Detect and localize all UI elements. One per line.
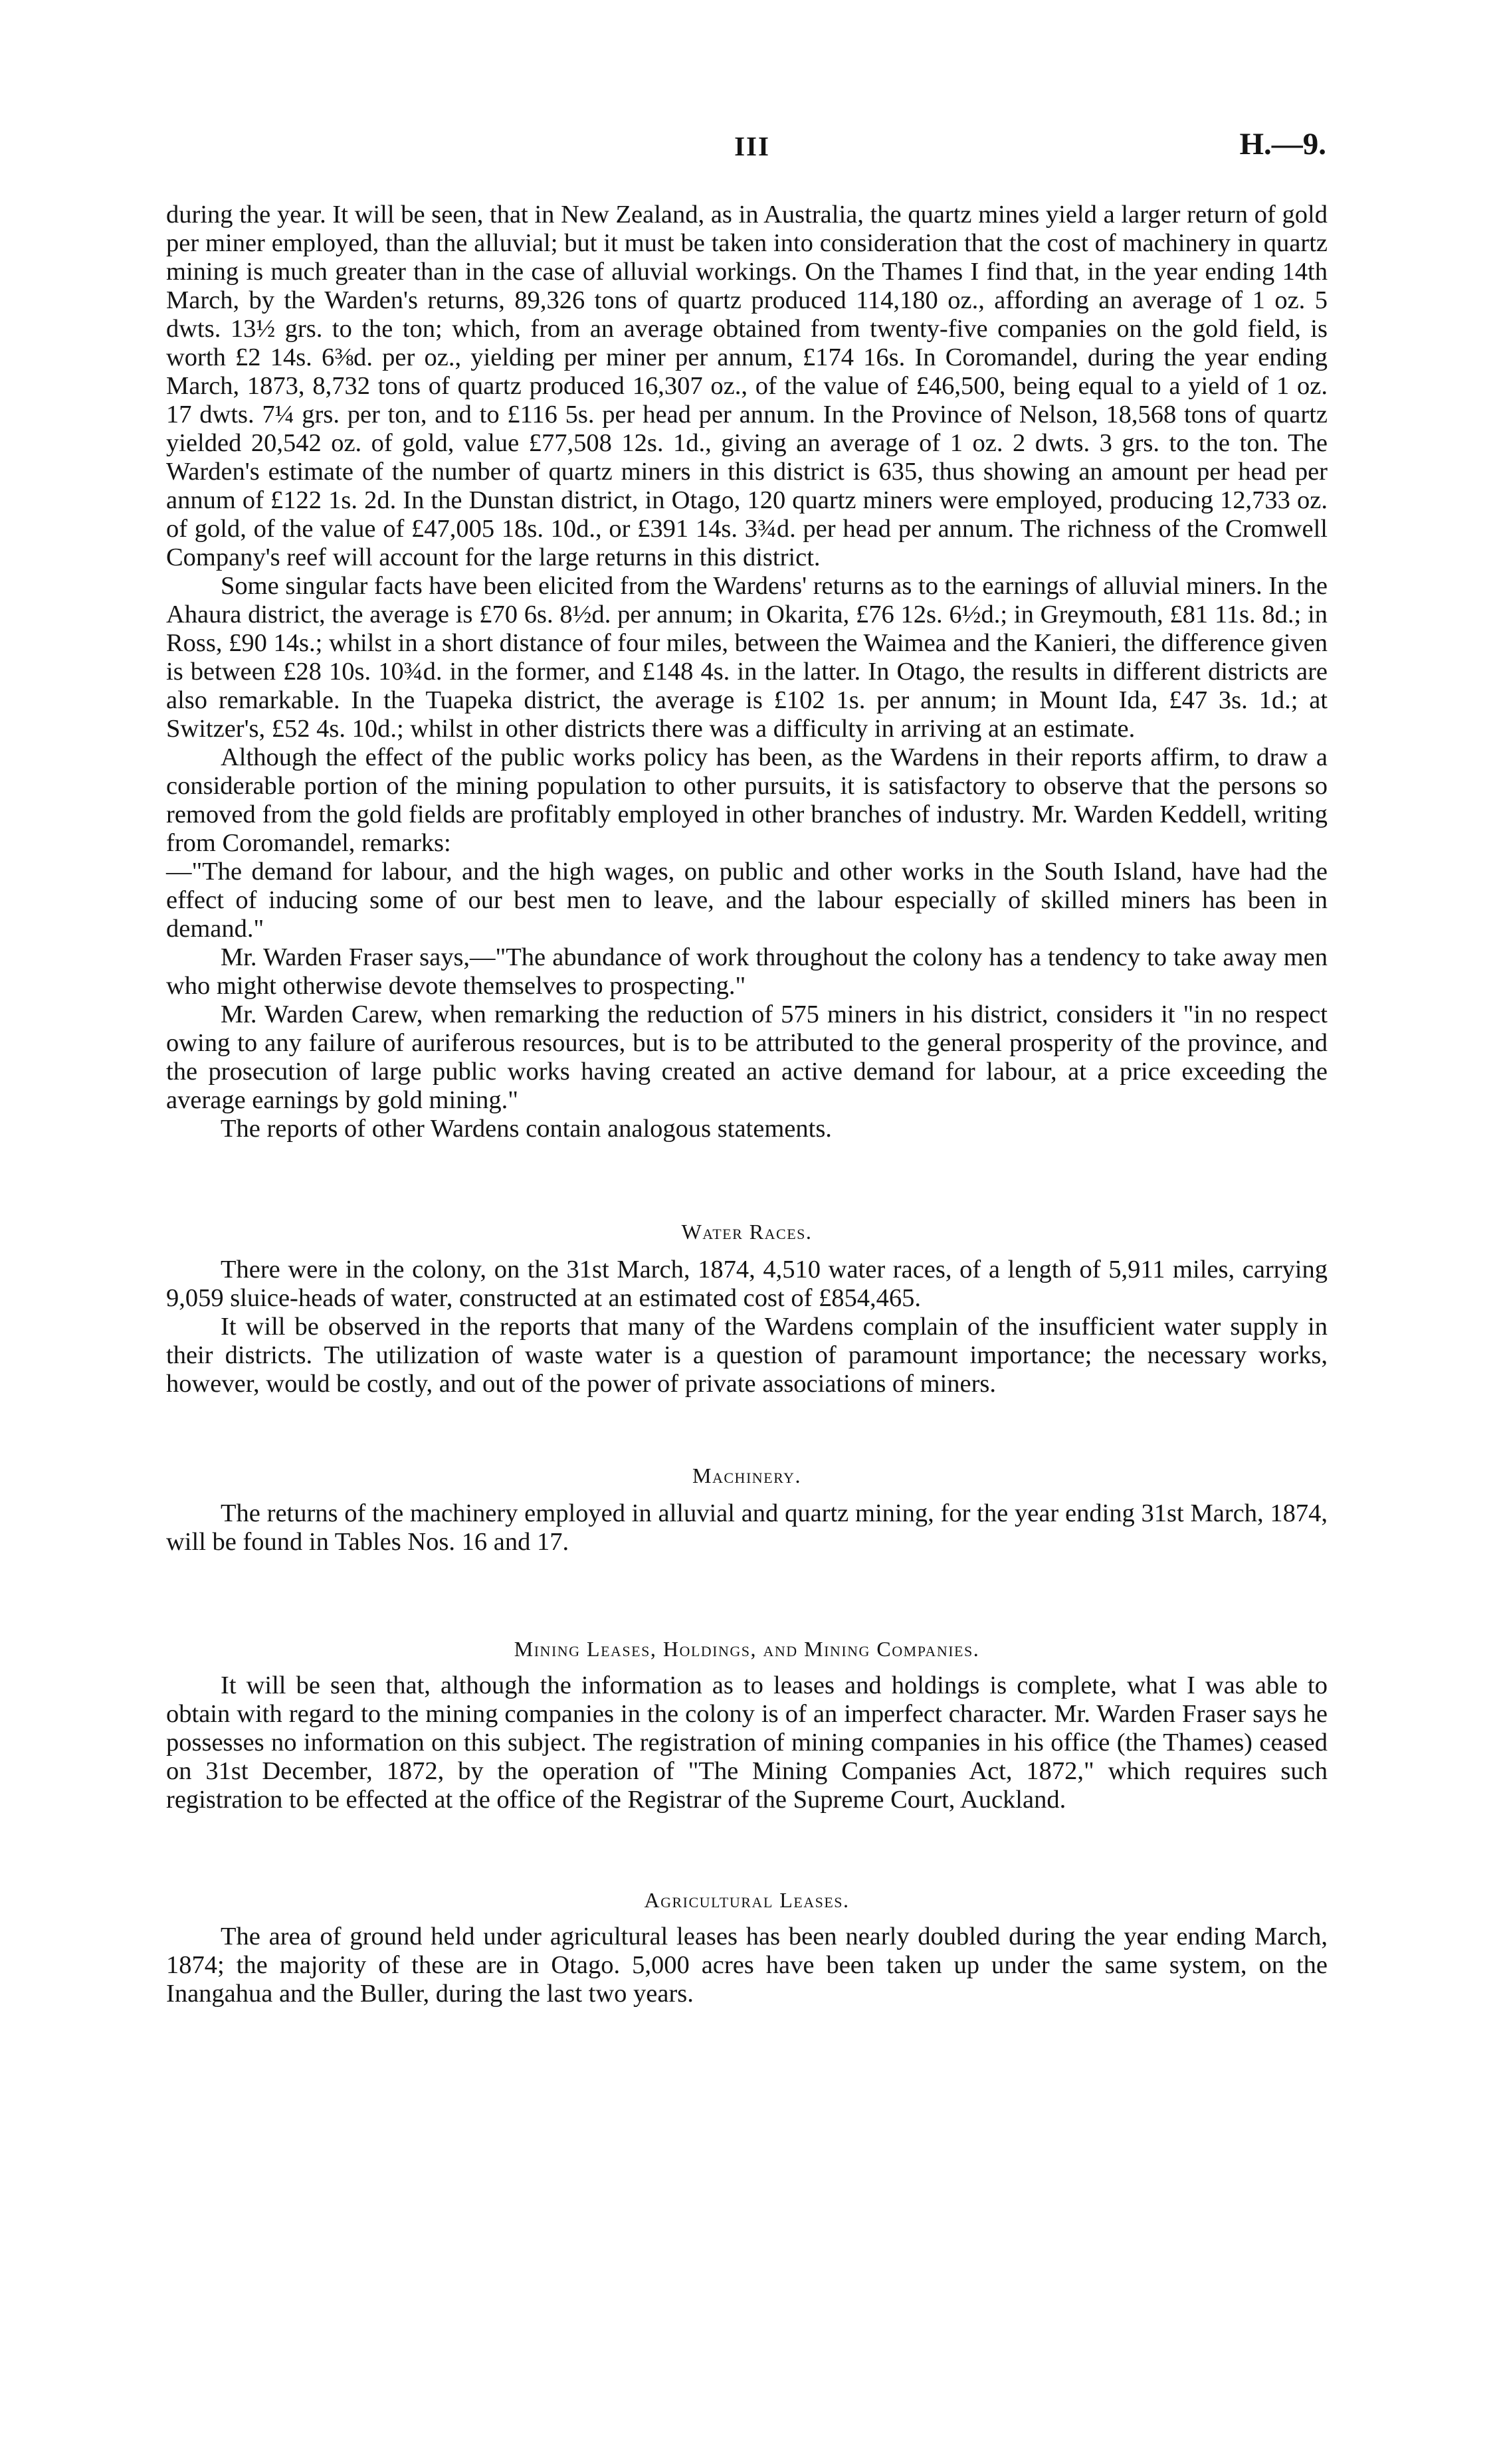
paragraph-machinery: The returns of the machinery employed in alluvial and quartz mining, for the year ending 31st March, 1874, will be found in Tables Nos. 16 and 17. (166, 1499, 1328, 1556)
paragraph-public-works: Although the effect of the public works policy has been, as the Wardens in their reports affirm, to draw a considerable portion of the mining population to other pursuits, it is satisfactory to observe that the persons so removed from the gold fields are profitably employed in other branches of industry. Mr. Warden Keddell, writing from Coromandel, remarks: (166, 743, 1328, 857)
paragraph-quartz-returns: during the year. It will be seen, that in New Zealand, as in Australia, the quartz mines yield a larger return of gold per miner employed, than the alluvial; but it must be taken into consideration that the cost of machinery in quartz mining is much greater than in the case of alluvial workings. On the Thames I find that, in the year ending 14th March, by the Warden's returns, 89,326 tons of quartz produced 114,180 oz., affording an average of 1 oz. 5 dwts. 13½ grs. to the ton; which, from an average obtained from twenty-five companies on the gold field, is worth £2 14s. 6⅜d. per oz., yielding per miner per annum, £174 16s. In Coromandel, during the year ending March, 1873, 8,732 tons of quartz produced 16,307 oz., of the value of £46,500, being equal to a yield of 1 oz. 17 dwts. 7¼ grs. per ton, and to £116 5s. per head per annum. In the Province of Nelson, 18,568 tons of quartz yielded 20,542 oz. of gold, value £77,508 12s. 1d., giving an average of 1 oz. 2 dwts. 3 grs. to the ton. The Warden's estimate of the number of quartz miners in this district is 635, thus showing an amount per head per annum of £122 1s. 2d. In the Dunstan district, in Otago, 120 quartz miners were employed, producing 12,733 oz. of gold, of the value of £47,005 18s. 10d., or £391 14s. 3¾d. per head per annum. The richness of the Cromwell Company's reef will account for the large returns in this district. (166, 201, 1328, 571)
section-heading-agricultural-leases: Agricultural Leases. (644, 1888, 850, 1912)
paragraph-warden-fraser: Mr. Warden Fraser says,—"The abundance of work throughout the colony has a tendency to take away men who might otherwise devote themselves to prospecting." (166, 943, 1328, 1000)
section-heading-water-races: Water Races. (681, 1220, 813, 1244)
section-heading-machinery: Machinery. (692, 1464, 801, 1487)
section-heading-mining-leases: Mining Leases, Holdings, and Mining Companies. (514, 1637, 980, 1661)
paragraph-warden-carew: Mr. Warden Carew, when remarking the reduction of 575 miners in his district, considers it "in no respect owing to any failure of auriferous resources, but is to be attributed to the general prosperity of the province, and the prosecution of large public works having created an active demand for labour, at a price exceeding the average earnings by gold mining." (166, 1000, 1328, 1114)
paragraph-alluvial-earnings: Some singular facts have been elicited from the Wardens' returns as to the earnings of alluvial miners. In the Ahaura district, the average is £70 6s. 8½d. per annum; in Okarita, £76 12s. 6½d.; in Greymouth, £81 11s. 8d.; in Ross, £90 14s.; whilst in a short distance of four miles, between the Waimea and the Kanieri, the difference given is between £28 10s. 10¾d. in the former, and £148 4s. in the latter. In Otago, the results in different districts are also remarkable. In the Tuapeka district, the average is £102 1s. per annum; in Mount Ida, £47 3s. 1d.; at Switzer's, £52 4s. 10d.; whilst in other districts there was a difficulty in arriving at an estimate. (166, 572, 1328, 743)
paragraph-water-races-count: There were in the colony, on the 31st March, 1874, 4,510 water races, of a length of 5,911 miles, carrying 9,059 sluice-heads of water, constructed at an estimated cost of £854,465. (166, 1256, 1328, 1312)
page-body (166, 201, 1328, 2008)
quote-warden-keddell: —"The demand for labour, and the high wages, on public and other works in the South Island, have had the effect of inducing some of our best men to leave, and the labour especially of skilled miners has been in demand." (166, 858, 1328, 943)
paragraph-other-wardens: The reports of other Wardens contain analogous statements. (221, 1115, 832, 1143)
paragraph-water-supply: It will be observed in the reports that many of the Wardens complain of the insufficient water supply in their districts. The utilization of waste water is a question of paramount importance; the necessary works, however, would be costly, and out of the power of private associations of miners. (166, 1313, 1328, 1398)
paragraph-mining-companies: It will be seen that, although the information as to leases and holdings is complete, what I was able to obtain with regard to the mining companies in the colony is of an imperfect character. Mr. Warden Fraser says he possesses no information on this subject. The registration of mining companies in his office (the Thames) ceased on 31st December, 1872, by the operation of "The Mining Companies Act, 1872," which requires such registration to be effected at the office of the Registrar of the Supreme Court, Auckland. (166, 1671, 1328, 1814)
paragraph-agricultural-leases: The area of ground held under agricultural leases has been nearly doubled during the year ending March, 1874; the majority of these are in Otago. 5,000 acres have been taken up under the same system, on the Inangahua and the Buller, during the last two years. (166, 1923, 1328, 2008)
page-number: III (734, 131, 770, 161)
document-reference: H.—9. (1239, 127, 1326, 161)
